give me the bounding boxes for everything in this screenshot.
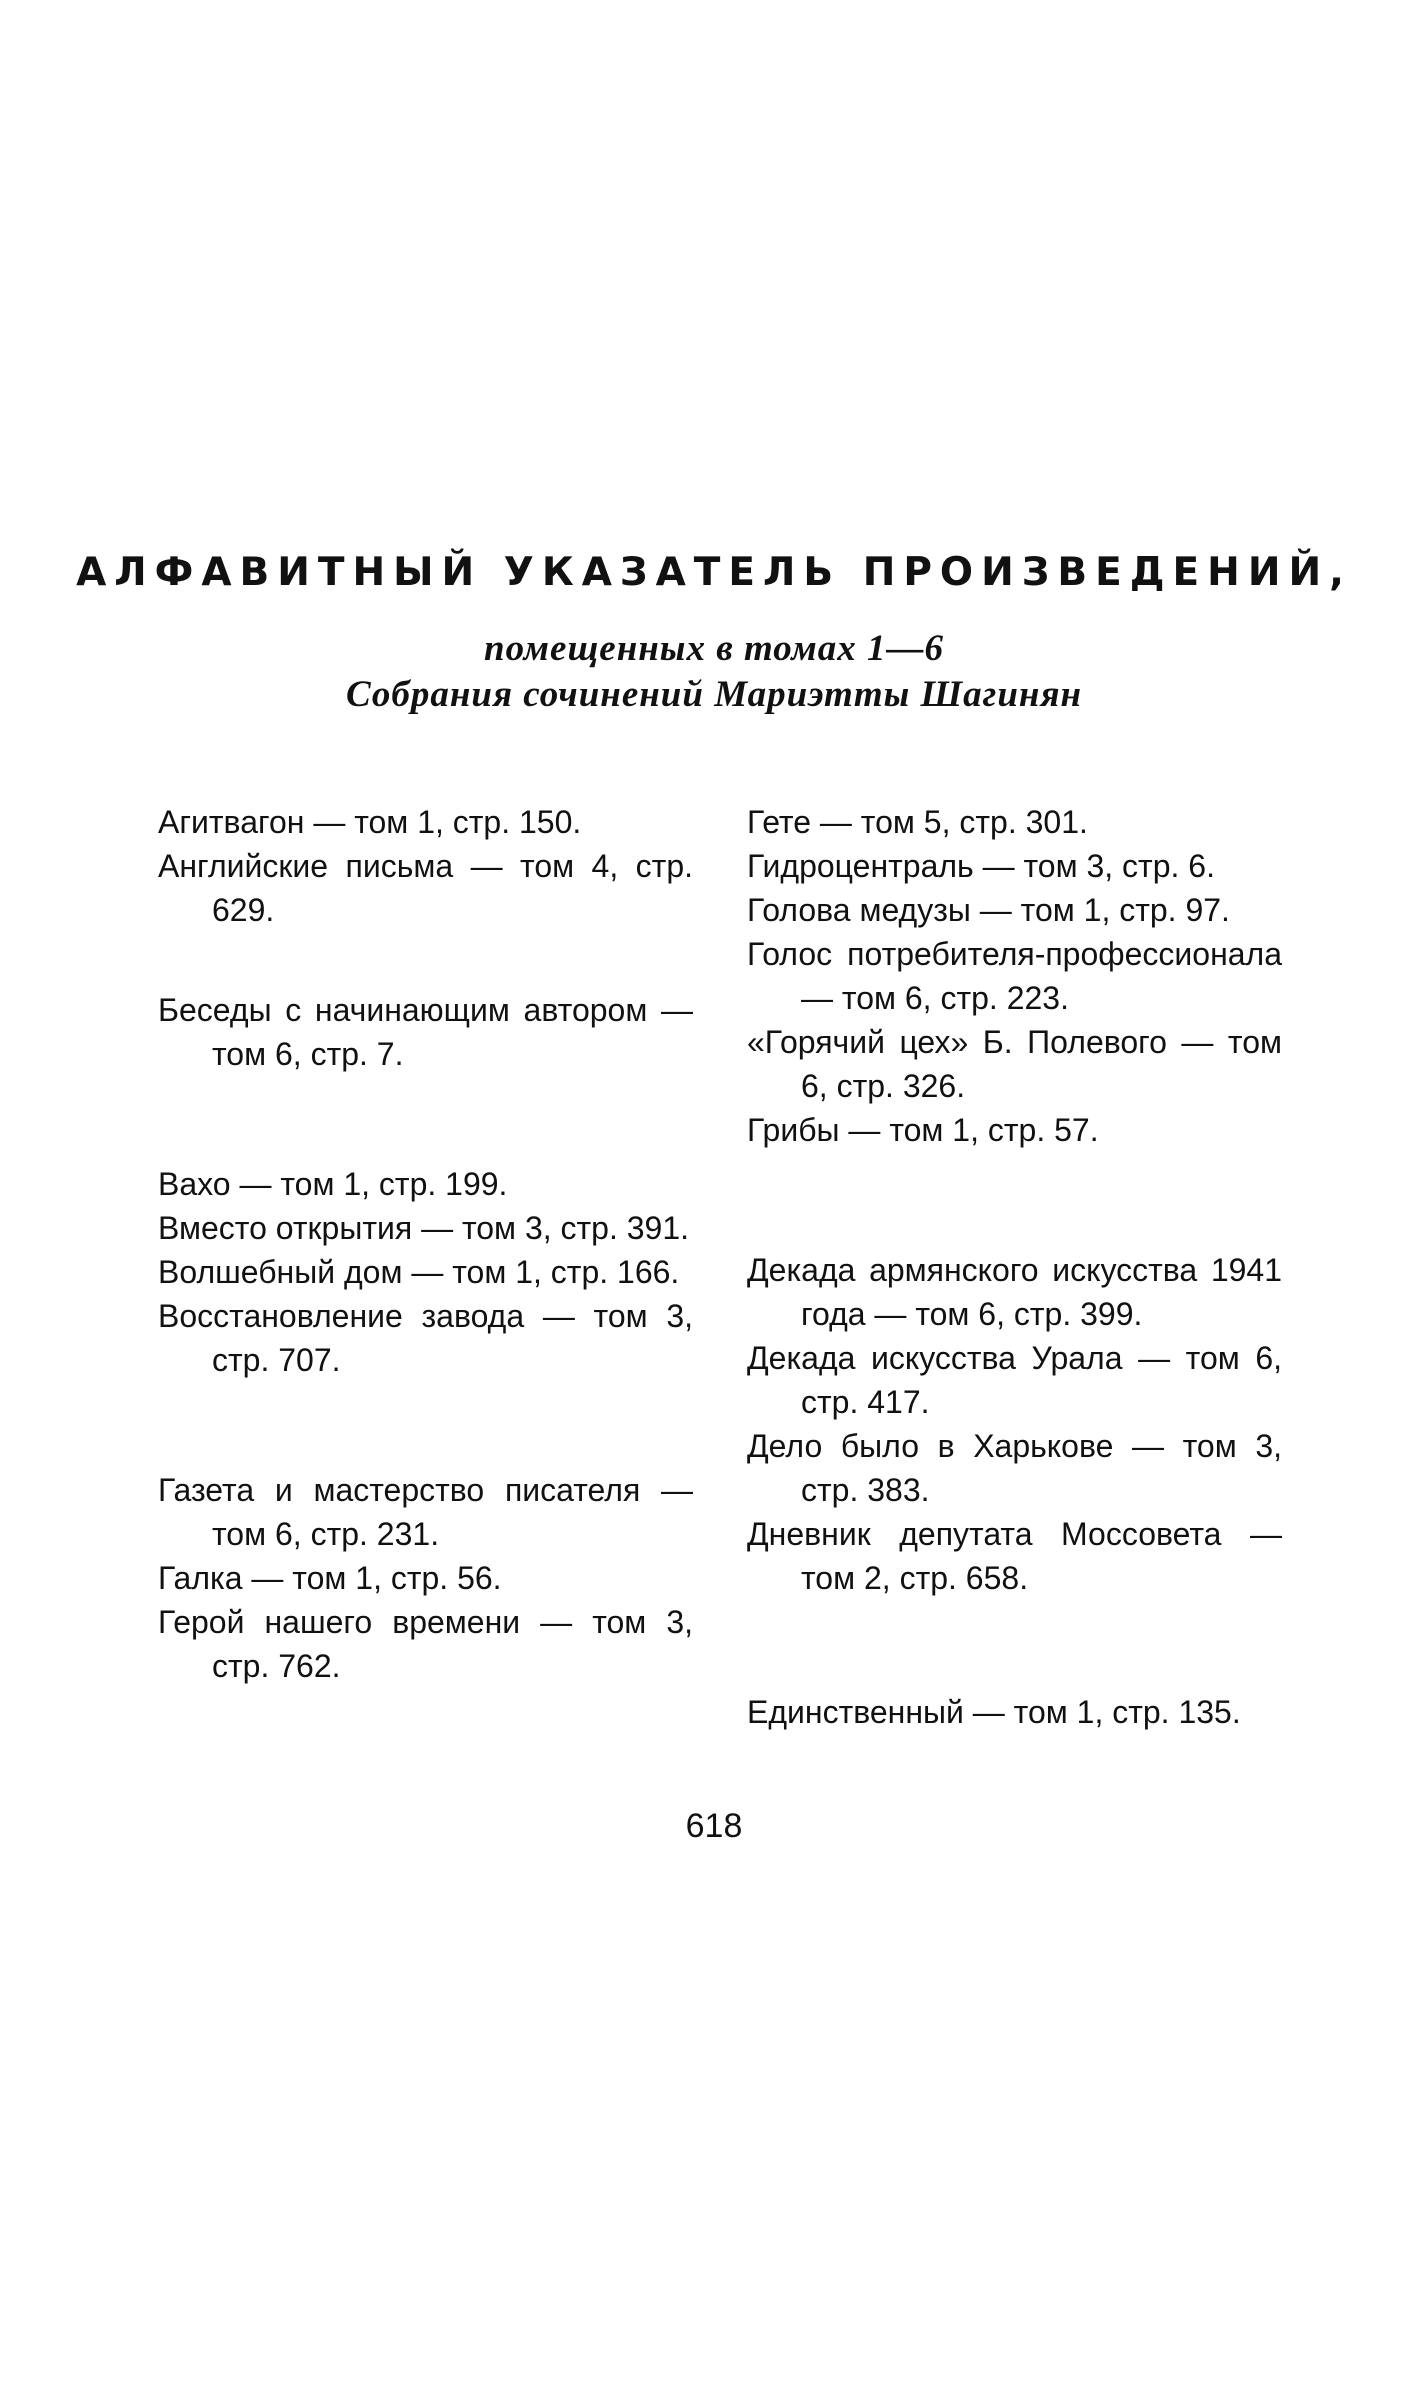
index-entry: Голос потребителя-профессионала — том 6, стр. 223.: [747, 936, 1282, 1016]
letter-group-b: [158, 988, 693, 1076]
letter-group-d: [747, 1248, 1282, 1600]
index-title: АЛФАВИТНЫЙ УКАЗАТЕЛЬ ПРОИЗВЕДЕНИЙ,: [76, 550, 1352, 595]
index-entry: Агитвагон — том 1, стр. 150.: [158, 804, 582, 840]
index-entry: Вместо открытия — том 3, стр. 391.: [158, 1210, 690, 1246]
index-entry: Гидроцентраль — том 3, стр. 6.: [747, 848, 1215, 884]
index-entry: Декада армянского искусства 1941 года — том 6, стр. 399.: [747, 1252, 1282, 1332]
left-column: [158, 800, 693, 1756]
index-entry: Декада искусства Урала — том 6, стр. 417.: [747, 1340, 1282, 1420]
letter-group-g-continued: [747, 800, 1282, 1152]
index-entry: Вахо — том 1, стр. 199.: [158, 1166, 508, 1202]
index-entry: Дневник депутата Моссовета — том 2, стр. 658.: [747, 1516, 1282, 1596]
index-entry: Грибы — том 1, стр. 57.: [747, 1112, 1099, 1148]
index-entry: Галка — том 1, стр. 56.: [158, 1560, 502, 1596]
index-subtitle-volumes: помещенных в томах 1—6: [484, 628, 944, 669]
index-entry: Волшебный дом — том 1, стр. 166.: [158, 1254, 680, 1290]
index-entry: Дело было в Харькове — том 3, стр. 383.: [747, 1428, 1282, 1508]
page-number: 618: [685, 1807, 743, 1845]
letter-group-a: [158, 800, 693, 932]
letter-group-e: [747, 1690, 1282, 1734]
index-entry: Английские письма — том 4, стр. 629.: [158, 848, 693, 928]
index-entry: Голова медузы — том 1, стр. 97.: [747, 892, 1230, 928]
index-entry: Газета и мастерство писателя — том 6, стр. 231.: [158, 1472, 693, 1552]
index-entry: Единственный — том 1, стр. 135.: [747, 1694, 1241, 1730]
index-subtitle-collection: Собрания сочинений Мариэтты Шагинян: [345, 674, 1083, 715]
index-entry: Восстановление завода — том 3, стр. 707.: [158, 1298, 693, 1378]
index-entry: Гете — том 5, стр. 301.: [747, 804, 1088, 840]
letter-group-g: [158, 1468, 693, 1688]
index-entry: «Горячий цех» Б. Полевого — том 6, стр. 326.: [747, 1024, 1282, 1104]
index-entry: Беседы с начинающим автором — том 6, стр. 7.: [158, 992, 693, 1072]
right-column: [747, 800, 1282, 1802]
letter-group-v: [158, 1162, 693, 1382]
index-entry: Герой нашего времени — том 3, стр. 762.: [158, 1604, 693, 1684]
